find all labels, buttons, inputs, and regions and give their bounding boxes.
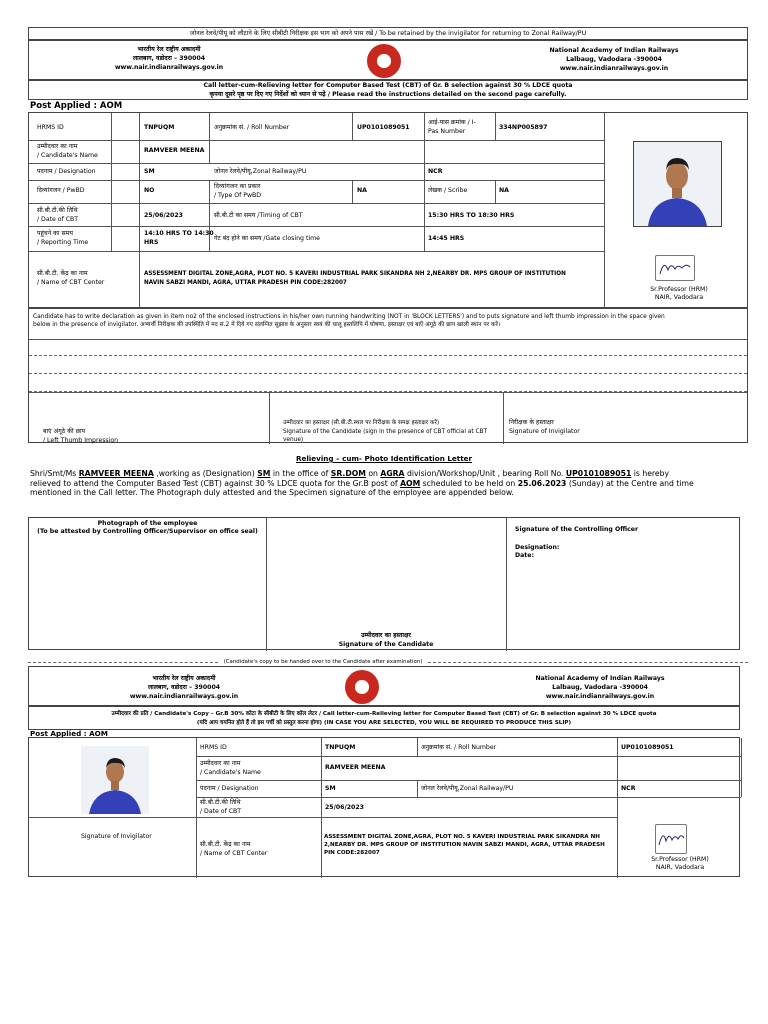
rel-line2b: scheduled to be held on	[422, 478, 516, 488]
rel-post: AOM	[400, 478, 421, 488]
declaration-area	[28, 308, 748, 443]
cbt-timing-label: सी.बी.टी का समय /Timing of CBT	[214, 212, 303, 219]
rel-date: 25.06.2023	[517, 478, 567, 488]
controlling-officer-designation: Designation:	[515, 544, 560, 551]
rel-office: SR.DOM	[330, 469, 366, 478]
copy-candidate-photo	[81, 746, 149, 814]
copy-centre-label: सी.बी.टी. केंद्र का नाम	[200, 841, 251, 848]
copy-name-label: उम्मीदवार का नाम	[200, 760, 241, 767]
signatory-office: NAIR, Vadodara	[654, 294, 704, 301]
pwbd-label: दिव्यांगजन / PwBD	[37, 187, 85, 194]
reporting-value-2: HRS	[144, 239, 159, 246]
retention-note: जोनल रेलवे/पीयू को लौटाने के लिए सीबीटी निरीक्षक इस भाग को अपने पास रखें / To be retained by the invigilator for returning to Zonal Railway/PU	[189, 30, 587, 37]
copy-header-block	[28, 666, 740, 706]
pwbd-type-label-2: / Type Of PwBD	[214, 192, 262, 199]
reporting-label-en: / Reporting Time	[37, 239, 89, 246]
copy-english-name: National Academy of Indian Railways	[535, 675, 665, 682]
designation-value: SM	[144, 168, 155, 175]
thumb-label-en: / Left Thumb Impression	[43, 437, 119, 444]
candidate-signature-label: उम्मीदवार का हस्ताक्षर (सी.बी.टी.स्थल पर निरीक्षक के समक्ष हस्ताक्षर करें)	[283, 420, 440, 426]
rel-p1: Shri/Smt/Ms	[30, 469, 77, 478]
copy-date-value: 25/06/2023	[325, 804, 364, 811]
scribe-label: लेखक / Scribe	[428, 187, 468, 194]
copy-hindi-address: लालबाग, वडोदरा – 390004	[147, 684, 221, 691]
thumb-label: बाएं अंगूठे की छाप	[43, 428, 86, 435]
gate-closing-label: गेट बंद होने का समय /Gate closing time	[214, 235, 320, 242]
copy-details-table	[28, 737, 740, 877]
copy-roll-value: UP0101089051	[621, 744, 674, 751]
copy-hindi-name: भारतीय रेल राष्ट्रीय अकादमी	[152, 675, 216, 682]
candidate-signature-label-en-2: venue)	[283, 437, 304, 443]
cut-line-note: (Candidate's copy to be handed over to the Candidate after examination)	[223, 659, 423, 665]
rel-p4: on	[368, 469, 378, 478]
copy-authority-signature	[655, 824, 687, 854]
cbt-timing-value: 15:30 HRS TO 18:30 HRS	[428, 212, 515, 219]
rel-p2: ,working as (Designation)	[156, 469, 255, 478]
copy-centre-value-1: ASSESSMENT DIGITAL ZONE,AGRA, PLOT NO. 5 KAVERI INDUSTRIAL PARK SIKANDRA NH 2,NEARBY DR. MPS GROUP OF INSTITUTION	[324, 834, 600, 848]
copy-post-applied: Post Applied : AOM	[30, 729, 108, 738]
relieving-title: Relieving – cum- Photo Identification Letter	[295, 454, 473, 463]
zonal-label: जोनल रेलवे/पीयू,Zonal Railway/PU	[214, 168, 307, 175]
copy-candidate-name: RAMVEER MEENA	[325, 764, 386, 771]
hrms-label: HRMS ID	[37, 124, 64, 131]
controlling-officer-date: Date:	[515, 552, 534, 559]
roll-label: अनुक्रमांक सं. / Roll Number	[214, 124, 290, 131]
rel-line2a: relieved to attend the Computer Based Test (CBT) against 30 % LDCE quota for the Gr.B post of	[30, 478, 398, 488]
centre-label: सी.बी.टी. केंद्र का नाम	[37, 270, 88, 277]
name-label-en: / Candidate's Name	[37, 152, 98, 159]
pass-value: 334NP005897	[499, 124, 548, 131]
retention-banner	[28, 27, 748, 40]
candidate-signature-label-en: Signature of the Candidate (sign in the presence of CBT official at CBT	[283, 429, 488, 435]
copy-centre-value-2: NAVIN SABZI MANDI, AGRA, UTTAR PRADESH PIN CODE:282007	[324, 842, 605, 856]
invigilator-signature-label: निरीक्षक के हस्ताक्षर	[509, 419, 554, 426]
copy-designation-label: पदनाम / Designation	[200, 785, 259, 792]
copy-centre-label-en: / Name of CBT Center	[200, 850, 268, 857]
copy-title: उम्मीदवार की प्रति / Candidate's Copy – Gr.B 30% कोटा के सीबीटी के लिए कॉल लेटर / Call letter-cum-Relieving letter for Computer Based Test (CBT) of Gr. B selection against 30 % LDCE quota	[111, 711, 657, 717]
mid-signature-label: उम्मीदवार का हस्ताक्षर	[361, 632, 411, 639]
rel-roll: UP0101089051	[565, 469, 632, 478]
copy-roll-label: अनुक्रमांक सं. / Roll Number	[421, 744, 497, 751]
railway-emblem-icon	[367, 44, 401, 78]
signatory-title: Sr.Professor (HRM)	[650, 286, 708, 293]
scribe-value: NA	[499, 187, 509, 194]
copy-invigilator-signature: Signature of Invigilator	[81, 833, 152, 840]
cbt-date-label: सी.बी.टी.की तिथि	[37, 207, 78, 214]
copy-hrms-value: TNPUQM	[325, 744, 356, 751]
academy-website-english: www.nair.indianrailways.gov.in	[559, 65, 669, 72]
reporting-value: 14:10 HRS TO 14:30	[144, 230, 214, 237]
centre-label-en: / Name of CBT Center	[37, 279, 105, 286]
copy-date-label-en: / Date of CBT	[200, 808, 242, 815]
hindi-academy-address: लालबाग, वडोदरा – 390004	[132, 55, 206, 62]
hrms-value: TNPUQM	[144, 124, 175, 131]
english-academy-address: Lalbaug, Vadodara -390004	[566, 56, 662, 63]
title-block	[28, 80, 748, 100]
copy-railway-emblem-icon	[345, 670, 379, 704]
declaration-text: Candidate has to write declaration as given in item no2 of the enclosed instructions in his/her own running handwriting (NOT in 'BLOCK LETTERS') and to puts signature and left thumb impression in the space given	[33, 314, 665, 320]
relieving-paragraph	[30, 469, 742, 498]
english-academy-name: National Academy of Indian Railways	[549, 47, 679, 54]
header-block	[28, 40, 748, 80]
pass-label-2: Pas Number	[428, 128, 466, 135]
authority-signature	[655, 255, 695, 281]
photo-box-title: Photograph of the employee	[97, 520, 198, 527]
declaration-text-2: below in the presence of invigilator. अभ्यर्थी निरीक्षक की उपस्थिति में मद सं.2 में दिये गए संलग्नित सुझाव के अनुसार स्वयं की चालू हस्तलिपि में घोषणा, हस्ताक्षर एवं बाएँ अंगूठे की छाप खाली स्थान पर करें।	[33, 322, 501, 328]
post-applied: Post Applied : AOM	[30, 101, 123, 111]
controlling-officer-signature: Signature of the Controlling Officer	[515, 526, 639, 533]
name-label: उम्मीदवार का नाम	[37, 143, 78, 150]
rel-line2c: (Sunday) at the Centre and time	[568, 478, 694, 488]
cbt-date-label-en: / Date of CBT	[37, 216, 79, 223]
details-table	[28, 112, 748, 308]
rel-line3: mentioned in the Call letter. The Photograph duly attested and the Specimen signature of the employee are appended below.	[30, 488, 514, 497]
academy-website: www.nair.indianrailways.gov.in	[114, 64, 224, 71]
copy-title-note: (यदि आप चयनित होते हैं तो इस पर्ची को प्रस्तुत करना होगा) (IN CASE YOU ARE SELECTED, YOU WILL BE REQUIRED TO PRODUCE THIS SLIP)	[196, 720, 572, 726]
cbt-date-value: 25/06/2023	[144, 212, 183, 219]
rel-p6: is hereby	[633, 469, 670, 478]
pass-label: आई-पास क्रमांक / I-	[428, 119, 476, 126]
copy-english-address: Lalbaug, Vadodara -390004	[552, 684, 648, 691]
designation-label: पदनाम / Designation	[37, 168, 96, 175]
hindi-academy-name: भारतीय रेल राष्ट्रीय अकादमी	[137, 46, 201, 53]
rel-division: AGRA	[380, 469, 405, 478]
reporting-label: पहुंचने का समय	[37, 230, 73, 237]
pwbd-type-value: NA	[357, 187, 367, 194]
copy-signatory-title: Sr.Professor (HRM)	[651, 856, 709, 863]
roll-value: UP0101089051	[357, 124, 410, 131]
candidate-name: RAMVEER MEENA	[144, 147, 205, 154]
photo-box-note: (To be attested by Controlling Officer/Supervisor on office seal)	[37, 528, 258, 535]
copy-centre-value	[324, 833, 614, 857]
centre-value-2: NAVIN SABZI MANDI, AGRA, UTTAR PRADESH PIN CODE:282007	[144, 280, 347, 286]
photo-signature-table	[28, 517, 740, 650]
copy-title-block	[28, 706, 740, 730]
pwbd-value: NO	[144, 187, 155, 194]
copy-website: www.nair.indianrailways.gov.in	[129, 693, 239, 700]
copy-english-website: www.nair.indianrailways.gov.in	[545, 693, 655, 700]
rel-name: RAMVEER MEENA	[78, 469, 154, 478]
invigilator-signature-label-en: Signature of Invigilator	[509, 428, 580, 435]
centre-value: ASSESSMENT DIGITAL ZONE,AGRA, PLOT NO. 5 KAVERI INDUSTRIAL PARK SIKANDRA NH 2,NEARBY DR. MPS GROUP OF INSTITUTION	[144, 271, 566, 277]
mid-signature-label-en: Signature of the Candidate	[338, 641, 434, 648]
instruction-line: कृपया दूसरे पृष्ठ पर दिए गए निर्देशों को ध्यान से पढ़ें / Please read the instructions detailed on the second page carefully.	[209, 91, 567, 98]
copy-name-label-en: / Candidate's Name	[200, 769, 261, 776]
copy-signatory-office: NAIR, Vadodara	[655, 864, 705, 871]
rel-desig: SM	[257, 469, 271, 478]
copy-hrms-label: HRMS ID	[200, 744, 227, 751]
copy-designation-value: SM	[325, 785, 336, 792]
gate-closing-value: 14:45 HRS	[428, 235, 465, 242]
copy-date-label: सी.बी.टी.की तिथि	[200, 799, 241, 806]
copy-zonal-value: NCR	[621, 785, 636, 792]
rel-p5: division/Workshop/Unit , bearing Roll No.	[406, 469, 564, 478]
call-letter-title: Call letter-cum-Relieving letter for Computer Based Test (CBT) of Gr. B selection against 30 % LDCE quota	[203, 82, 573, 89]
candidate-photo	[633, 141, 722, 227]
pwbd-type-label: दिव्यांगजन का प्रकार	[214, 183, 261, 190]
rel-p3: in the office of	[272, 469, 329, 478]
zonal-value: NCR	[428, 168, 443, 175]
copy-zonal-label: जोनल रेलवे/पीयू,Zonal Railway/PU	[421, 785, 514, 792]
